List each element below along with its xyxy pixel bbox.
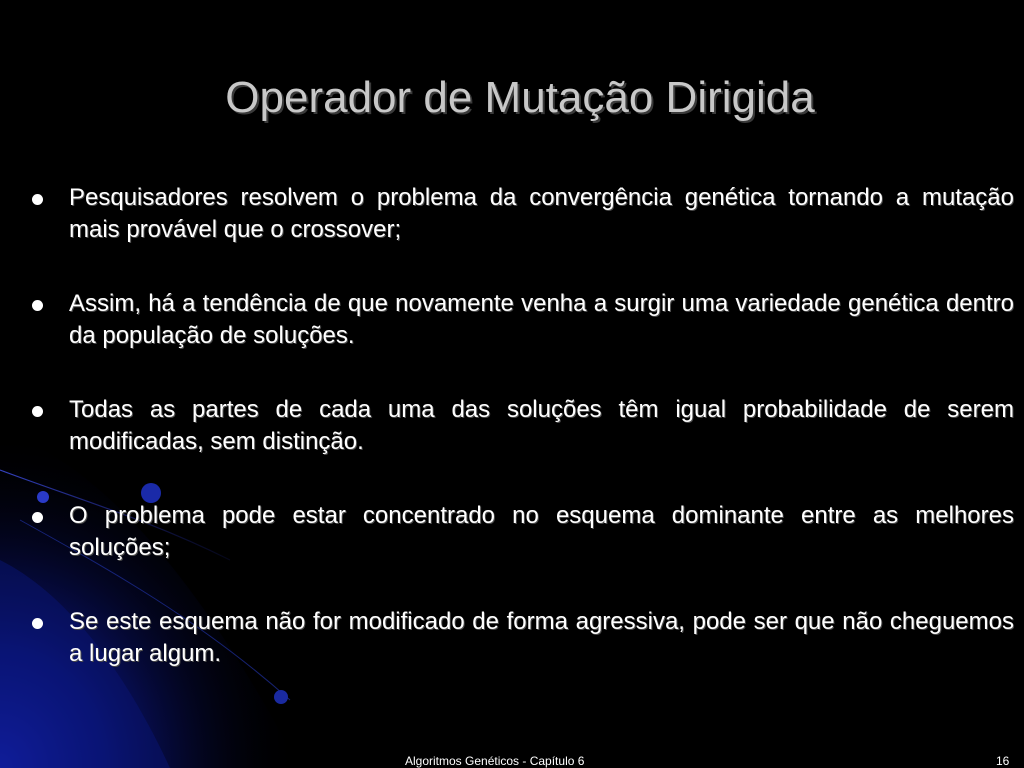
footer-text: Algoritmos Genéticos - Capítulo 6 xyxy=(405,754,585,768)
bullet-item xyxy=(30,394,1014,458)
bullet-item xyxy=(30,182,1014,246)
bullet-text: Pesquisadores resolvem o problema da convergência genética tornando a mutação mais provável que o crossover; xyxy=(69,184,1014,243)
bullet-item xyxy=(30,606,1014,670)
bullet-dot-icon xyxy=(30,182,69,214)
bullet-item xyxy=(30,288,1014,352)
bullet-item xyxy=(30,500,1014,564)
slide-title: Operador de Mutação Dirigida xyxy=(225,73,815,122)
bullet-dot-icon xyxy=(30,288,69,320)
bullet-text: Assim, há a tendência de que novamente venha a surgir uma variedade genética dentro da população de soluções. xyxy=(69,290,1014,349)
bullet-text: Todas as partes de cada uma das soluções têm igual probabilidade de serem modificadas, sem distinção. xyxy=(69,396,1014,455)
bullet-dot-icon xyxy=(30,606,69,638)
bullet-text: O problema pode estar concentrado no esquema dominante entre as melhores soluções; xyxy=(69,502,1014,561)
bullet-dot-icon xyxy=(30,500,69,532)
bullet-text: Se este esquema não for modificado de forma agressiva, pode ser que não cheguemos a lugar algum. xyxy=(69,608,1014,667)
page-number: 16 xyxy=(996,754,1010,768)
bullet-dot-icon xyxy=(30,394,69,426)
bullet-list xyxy=(30,182,1014,712)
